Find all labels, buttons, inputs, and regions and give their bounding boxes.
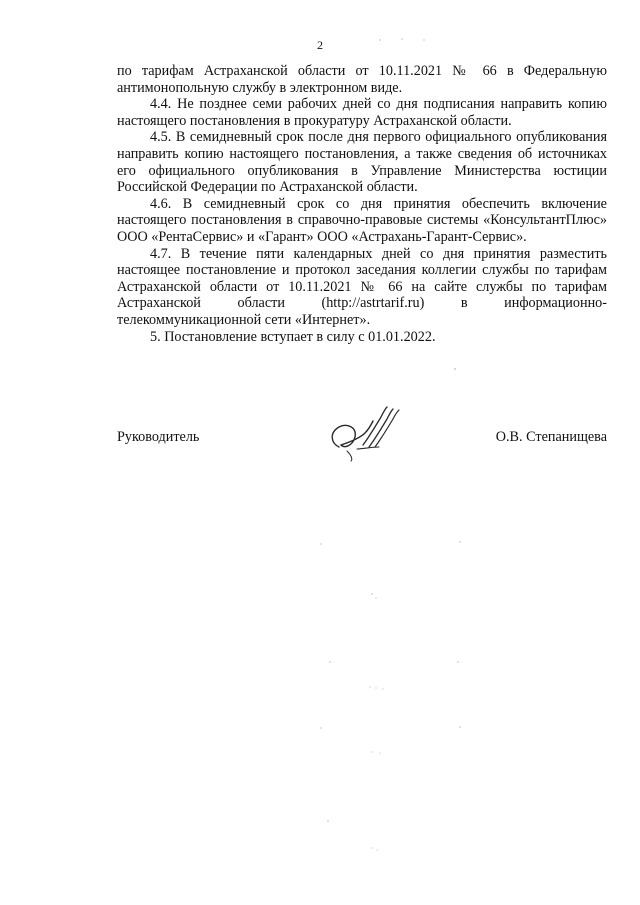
handwritten-signature bbox=[317, 403, 412, 465]
signatory-name: О.В. Степанищева bbox=[495, 429, 607, 445]
paragraph-4-6: 4.6. В семидневный срок со дня принятия обеспечить включение настоящего постановления в справочно-правовые системы «КонсультантПлюс» ООО «РентаСервис» и «Гарант» ООО «Астрахань-Гарант-Сервис». bbox=[117, 195, 607, 245]
paragraph-4-4: 4.4. Не позднее семи рабочих дней со дня подписания направить копию настоящего постановления в прокуратуру Астраханской области. bbox=[117, 96, 607, 129]
paragraph-4-7: 4.7. В течение пяти календарных дней со дня принятия разместить настоящее постановление и протокол заседания коллегии службы по тарифам Астраханской области от 10.11.2021 № 66 на сайте службы по тарифам Астраханской области (http://astrtarif.ru) в информационно-телекоммуникационной сети «Интернет». bbox=[117, 245, 607, 328]
document-body bbox=[117, 63, 607, 345]
signatory-title: Руководитель bbox=[117, 429, 200, 445]
paragraph-5: 5. Постановление вступает в силу с 01.01.2022. bbox=[150, 328, 436, 345]
page-number: 2 bbox=[317, 38, 323, 52]
paragraph-continuation: по тарифам Астраханской области от 10.11.2021 № 66 в Федеральную антимонопольную службу в электронном виде. bbox=[117, 63, 607, 96]
signature-block bbox=[117, 425, 607, 465]
paragraph-4-5: 4.5. В семидневный срок после дня первого официального опубликования направить копию настоящего постановления, а также сведения об источниках его официального опубликования в Управление Министерства юстиции Российской Федерации по Астраханской области. bbox=[117, 129, 607, 196]
